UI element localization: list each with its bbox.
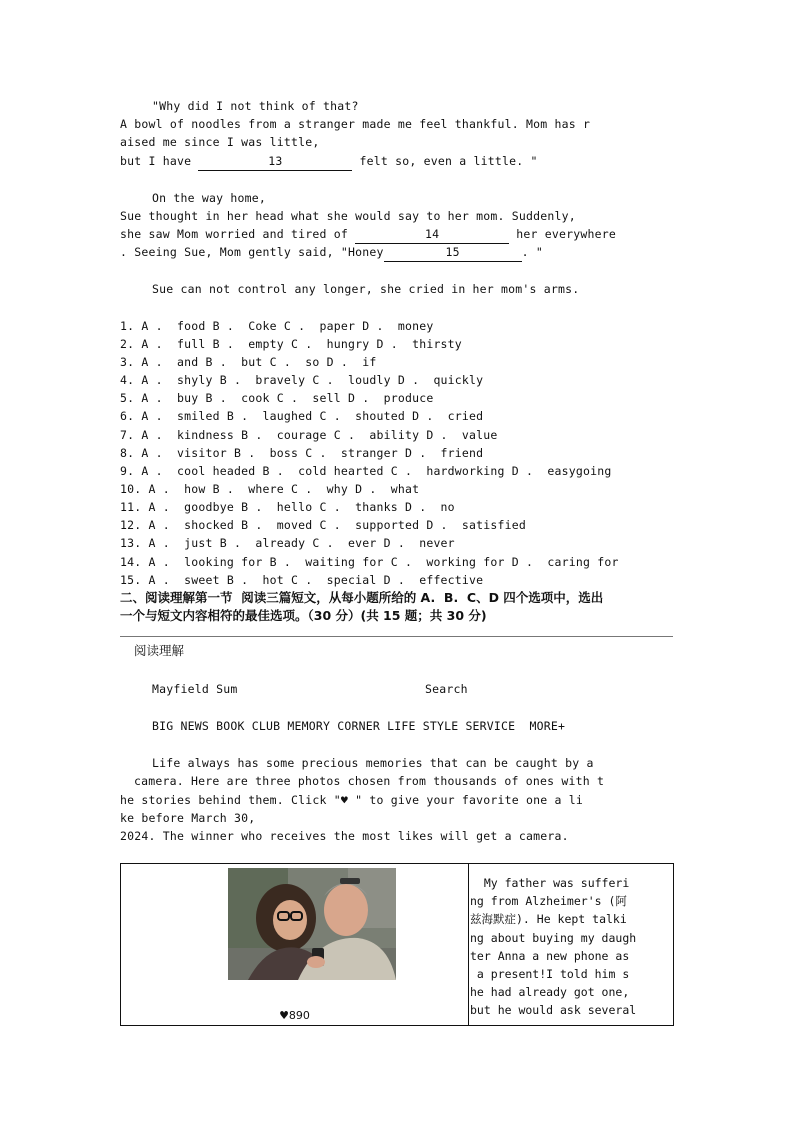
- site-nav[interactable]: BIG NEWS BOOK CLUB MEMORY CORNER LIFE STYLE SERVICE MORE+: [152, 719, 566, 733]
- passage-line-1: "Why did I not think of that?: [152, 99, 359, 113]
- story-line: a present!I told him s: [470, 967, 630, 982]
- intro-line-1: Life always has some precious memories that can be caught by a: [152, 756, 594, 770]
- option-line-5: 5. A . buy B . cook C . sell D . produce: [120, 391, 434, 405]
- option-line-13: 13. A . just B . already C . ever D . never: [120, 536, 455, 550]
- intro-line-5: 2024. The winner who receives the most likes will get a camera.: [120, 829, 569, 843]
- option-line-15: 15. A . sweet B . hot C . special D . effective: [120, 573, 484, 587]
- option-line-1: 1. A . food B . Coke C . paper D . money: [120, 319, 434, 333]
- option-line-7: 7. A . kindness B . courage C . ability D . value: [120, 428, 498, 442]
- divider: [120, 636, 673, 637]
- passage-line-8: [120, 243, 543, 262]
- story-line: ng about buying my daugh: [470, 930, 637, 945]
- option-line-11: 11. A . goodbye B . hello C . thanks D . no: [120, 500, 455, 514]
- option-line-8: 8. A . visitor B . boss C . stranger D . friend: [120, 446, 484, 460]
- story-text: ). He kept talki: [516, 912, 627, 927]
- table-divider: [468, 864, 469, 1025]
- option-line-14: 14. A . looking for B . waiting for C . working for D . caring for: [120, 555, 619, 569]
- site-name: Mayfield Sum: [152, 682, 238, 696]
- story-text-cn: 兹海默症: [470, 912, 516, 927]
- story-line: ter Anna a new phone as: [470, 948, 630, 963]
- passage-text: felt so, even a little. ": [352, 154, 538, 168]
- option-line-10: 10. A . how B . where C . why D . what: [120, 482, 420, 496]
- likes-count[interactable]: ♥890: [279, 1009, 310, 1022]
- photo-story: [470, 874, 670, 1020]
- story-text-cn: 阿: [615, 894, 627, 909]
- option-line-9: 9. A . cool headed B . cold hearted C . hardworking D . easygoing: [120, 464, 612, 478]
- blank-15[interactable]: 15: [384, 243, 522, 262]
- option-line-6: 6. A . smiled B . laughed C . shouted D . cried: [120, 409, 484, 423]
- passage-text: . Seeing Sue, Mom gently said, "Honey: [120, 245, 384, 259]
- blank-13[interactable]: 13: [198, 152, 352, 171]
- passage-line-2: A bowl of noodles from a stranger made me feel thankful. Mom has r: [120, 117, 591, 131]
- section-title: 阅读理解: [134, 643, 185, 658]
- passage-line-9: Sue can not control any longer, she cried in her mom's arms.: [152, 282, 580, 296]
- blank-14[interactable]: 14: [355, 225, 509, 244]
- story-line: [470, 910, 670, 928]
- story-line: [470, 892, 670, 910]
- photo-card: [120, 863, 674, 1026]
- story-text: ng from Alzheimer's (: [470, 894, 616, 909]
- passage-text: . ": [521, 245, 543, 259]
- passage-line-6: Sue thought in her head what she would say to her mom. Suddenly,: [120, 209, 576, 223]
- story-line: he had already got one,: [470, 985, 630, 1000]
- passage-text: she saw Mom worried and tired of: [120, 227, 356, 241]
- passage-line-3: aised me since I was little,: [120, 135, 320, 149]
- photo-father-and-daughter: [228, 868, 396, 980]
- story-line: but he would ask several: [470, 1003, 637, 1018]
- passage-line-4: [120, 152, 538, 171]
- passage-line-7: [120, 225, 616, 244]
- section-heading-line-1: 二、阅读理解第一节 阅读三篇短文，从每小题所给的 A. B. C、D 四个选项中，选出: [120, 590, 604, 605]
- passage-text: her everywhere: [509, 227, 616, 241]
- option-line-4: 4. A . shyly B . bravely C . loudly D . quickly: [120, 373, 484, 387]
- passage-line-5: On the way home,: [152, 191, 266, 205]
- option-line-12: 12. A . shocked B . moved C . supported D . satisfied: [120, 518, 527, 532]
- option-line-3: 3. A . and B . but C . so D . if: [120, 355, 377, 369]
- section-heading-line-2: 一个与短文内容相符的最佳选项。（30 分）(共 15 题；共 30 分): [120, 608, 487, 623]
- story-line: My father was sufferi: [470, 876, 630, 890]
- intro-line-2: camera. Here are three photos chosen from thousands of ones with t: [134, 774, 605, 788]
- search-link[interactable]: Search: [425, 682, 468, 696]
- option-line-2: 2. A . full B . empty C . hungry D . thirsty: [120, 337, 462, 351]
- intro-line-3: he stories behind them. Click "♥ " to give your favorite one a li: [120, 793, 584, 807]
- passage-text: but I have: [120, 154, 199, 168]
- intro-line-4: ke before March 30,: [120, 811, 256, 825]
